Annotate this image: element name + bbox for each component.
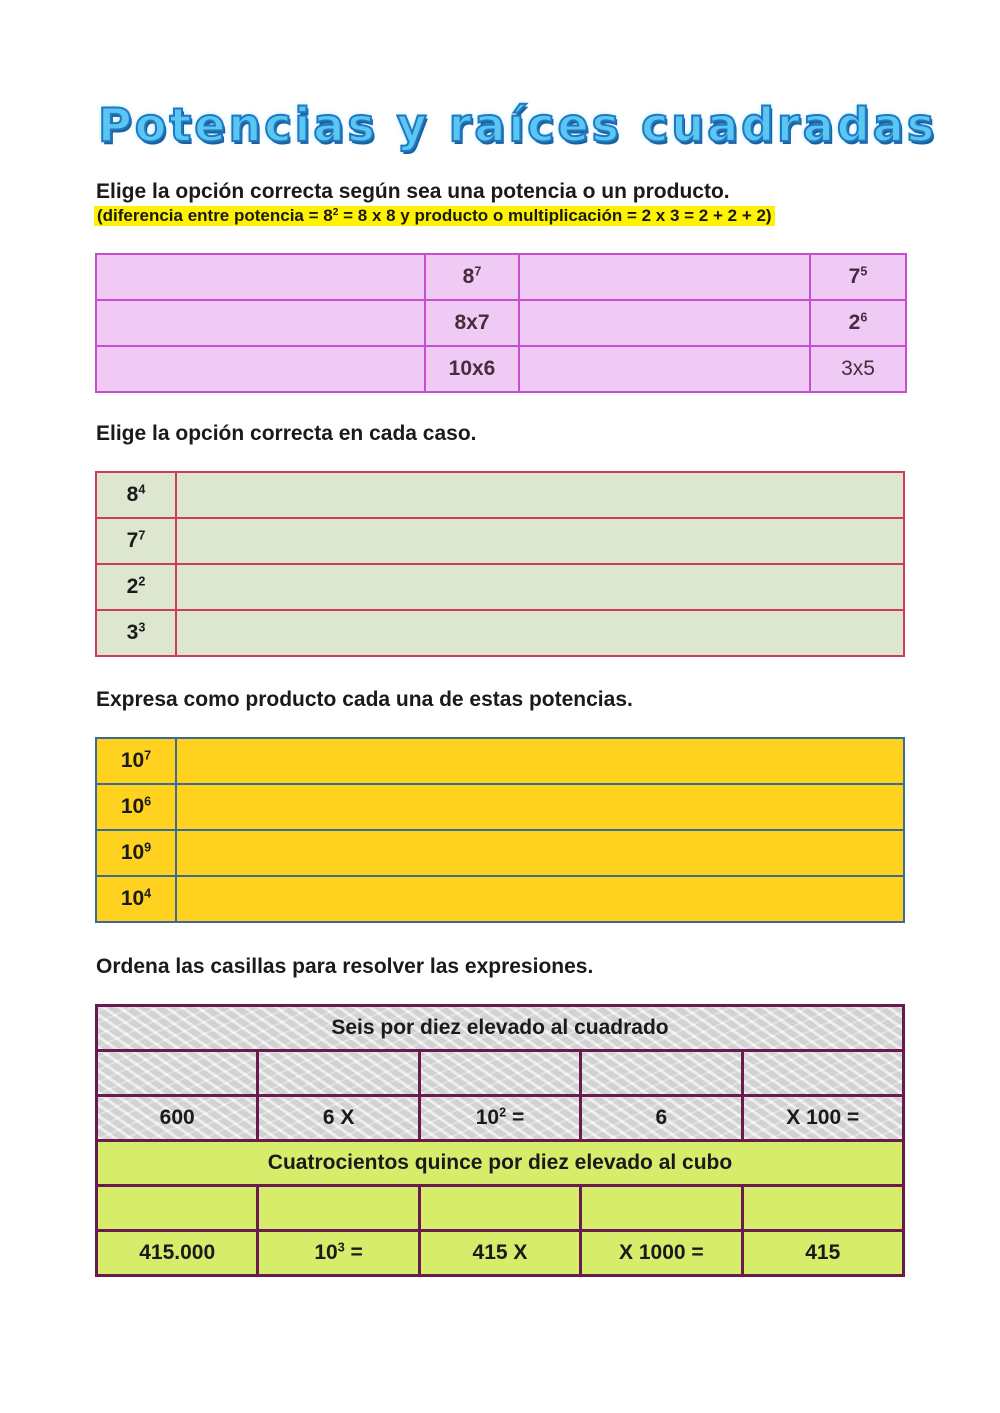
answer-dropdown[interactable] xyxy=(96,254,425,300)
drop-slot[interactable] xyxy=(97,1051,258,1096)
table-row xyxy=(97,1096,904,1141)
expression-cell: $8^7$ xyxy=(425,254,519,300)
note-text-after: = 8 x 8 y producto o multiplicación = 2 x 3 = 2 + 2 + 2) xyxy=(338,206,772,225)
drop-slot[interactable] xyxy=(742,1051,903,1096)
answer-dropdown[interactable] xyxy=(96,300,425,346)
drop-slot[interactable] xyxy=(97,1186,258,1231)
table-row xyxy=(97,1006,904,1051)
note-text-before: (diferencia entre potencia = 8 xyxy=(97,206,333,225)
table-row xyxy=(96,876,904,922)
table-row xyxy=(97,1141,904,1186)
table-row xyxy=(96,784,904,830)
table-row xyxy=(96,300,906,346)
section2-instruction: Elige la opción correcta en cada caso. xyxy=(96,422,477,445)
section1-note xyxy=(94,206,775,226)
table-row xyxy=(96,346,906,392)
power-label: $10^7$ xyxy=(96,738,176,784)
answer-dropdown[interactable] xyxy=(176,472,904,518)
table-row xyxy=(96,518,904,564)
table-row xyxy=(96,610,904,656)
answer-dropdown[interactable] xyxy=(519,346,810,392)
draggable-tile[interactable]: X 100 = xyxy=(742,1096,903,1141)
drop-slot[interactable] xyxy=(258,1186,419,1231)
power-label: $2^2$ xyxy=(96,564,176,610)
answer-dropdown[interactable] xyxy=(176,564,904,610)
draggable-tile[interactable]: $10^3$ = xyxy=(258,1231,419,1276)
table-row xyxy=(97,1051,904,1096)
answer-dropdown[interactable] xyxy=(176,518,904,564)
page-title: Potencias y raíces cuadradas xyxy=(98,98,938,152)
answer-input[interactable] xyxy=(176,876,904,922)
power-label: $10^9$ xyxy=(96,830,176,876)
table-row xyxy=(96,254,906,300)
answer-input[interactable] xyxy=(176,830,904,876)
power-label: $10^6$ xyxy=(96,784,176,830)
choice-table-powers xyxy=(95,471,905,657)
answer-input[interactable] xyxy=(176,784,904,830)
answer-dropdown[interactable] xyxy=(176,610,904,656)
draggable-tile[interactable]: 600 xyxy=(97,1096,258,1141)
expression-header: Cuatrocientos quince por diez elevado al cubo xyxy=(97,1141,904,1186)
table-row xyxy=(96,564,904,610)
drop-slot[interactable] xyxy=(742,1186,903,1231)
expression-cell: 3x5 xyxy=(810,346,906,392)
table-row xyxy=(97,1186,904,1231)
draggable-tile[interactable]: X 1000 = xyxy=(581,1231,742,1276)
draggable-tile[interactable]: $10^2$ = xyxy=(419,1096,580,1141)
expression-header: Seis por diez elevado al cuadrado xyxy=(97,1006,904,1051)
power-label: $7^7$ xyxy=(96,518,176,564)
table-row xyxy=(96,738,904,784)
draggable-tile[interactable]: 6 xyxy=(581,1096,742,1141)
power-label: $3^3$ xyxy=(96,610,176,656)
table-row xyxy=(96,830,904,876)
drop-slot[interactable] xyxy=(581,1186,742,1231)
expression-cell: 8x7 xyxy=(425,300,519,346)
product-input-table xyxy=(95,737,905,923)
drop-slot[interactable] xyxy=(419,1186,580,1231)
drop-slot[interactable] xyxy=(419,1051,580,1096)
draggable-tile[interactable]: 415 X xyxy=(419,1231,580,1276)
power-label: $10^4$ xyxy=(96,876,176,922)
section4-instruction: Ordena las casillas para resolver las expresiones. xyxy=(96,955,594,978)
expression-cell: $7^5$ xyxy=(810,254,906,300)
ordering-table xyxy=(95,1004,905,1277)
drop-slot[interactable] xyxy=(258,1051,419,1096)
expression-cell: $2^6$ xyxy=(810,300,906,346)
section1-instruction: Elige la opción correcta según sea una potencia o un producto. xyxy=(96,180,730,203)
draggable-tile[interactable]: 415 xyxy=(742,1231,903,1276)
answer-dropdown[interactable] xyxy=(519,300,810,346)
table-row xyxy=(97,1231,904,1276)
note-exponent: 2 xyxy=(332,206,339,218)
answer-dropdown[interactable] xyxy=(519,254,810,300)
answer-input[interactable] xyxy=(176,738,904,784)
draggable-tile[interactable]: 415.000 xyxy=(97,1231,258,1276)
draggable-tile[interactable]: 6 X xyxy=(258,1096,419,1141)
drop-slot[interactable] xyxy=(581,1051,742,1096)
expression-cell: 10x6 xyxy=(425,346,519,392)
table-row xyxy=(96,472,904,518)
choice-table-power-vs-product xyxy=(95,253,907,393)
answer-dropdown[interactable] xyxy=(96,346,425,392)
section3-instruction: Expresa como producto cada una de estas potencias. xyxy=(96,688,633,711)
power-label: $8^4$ xyxy=(96,472,176,518)
